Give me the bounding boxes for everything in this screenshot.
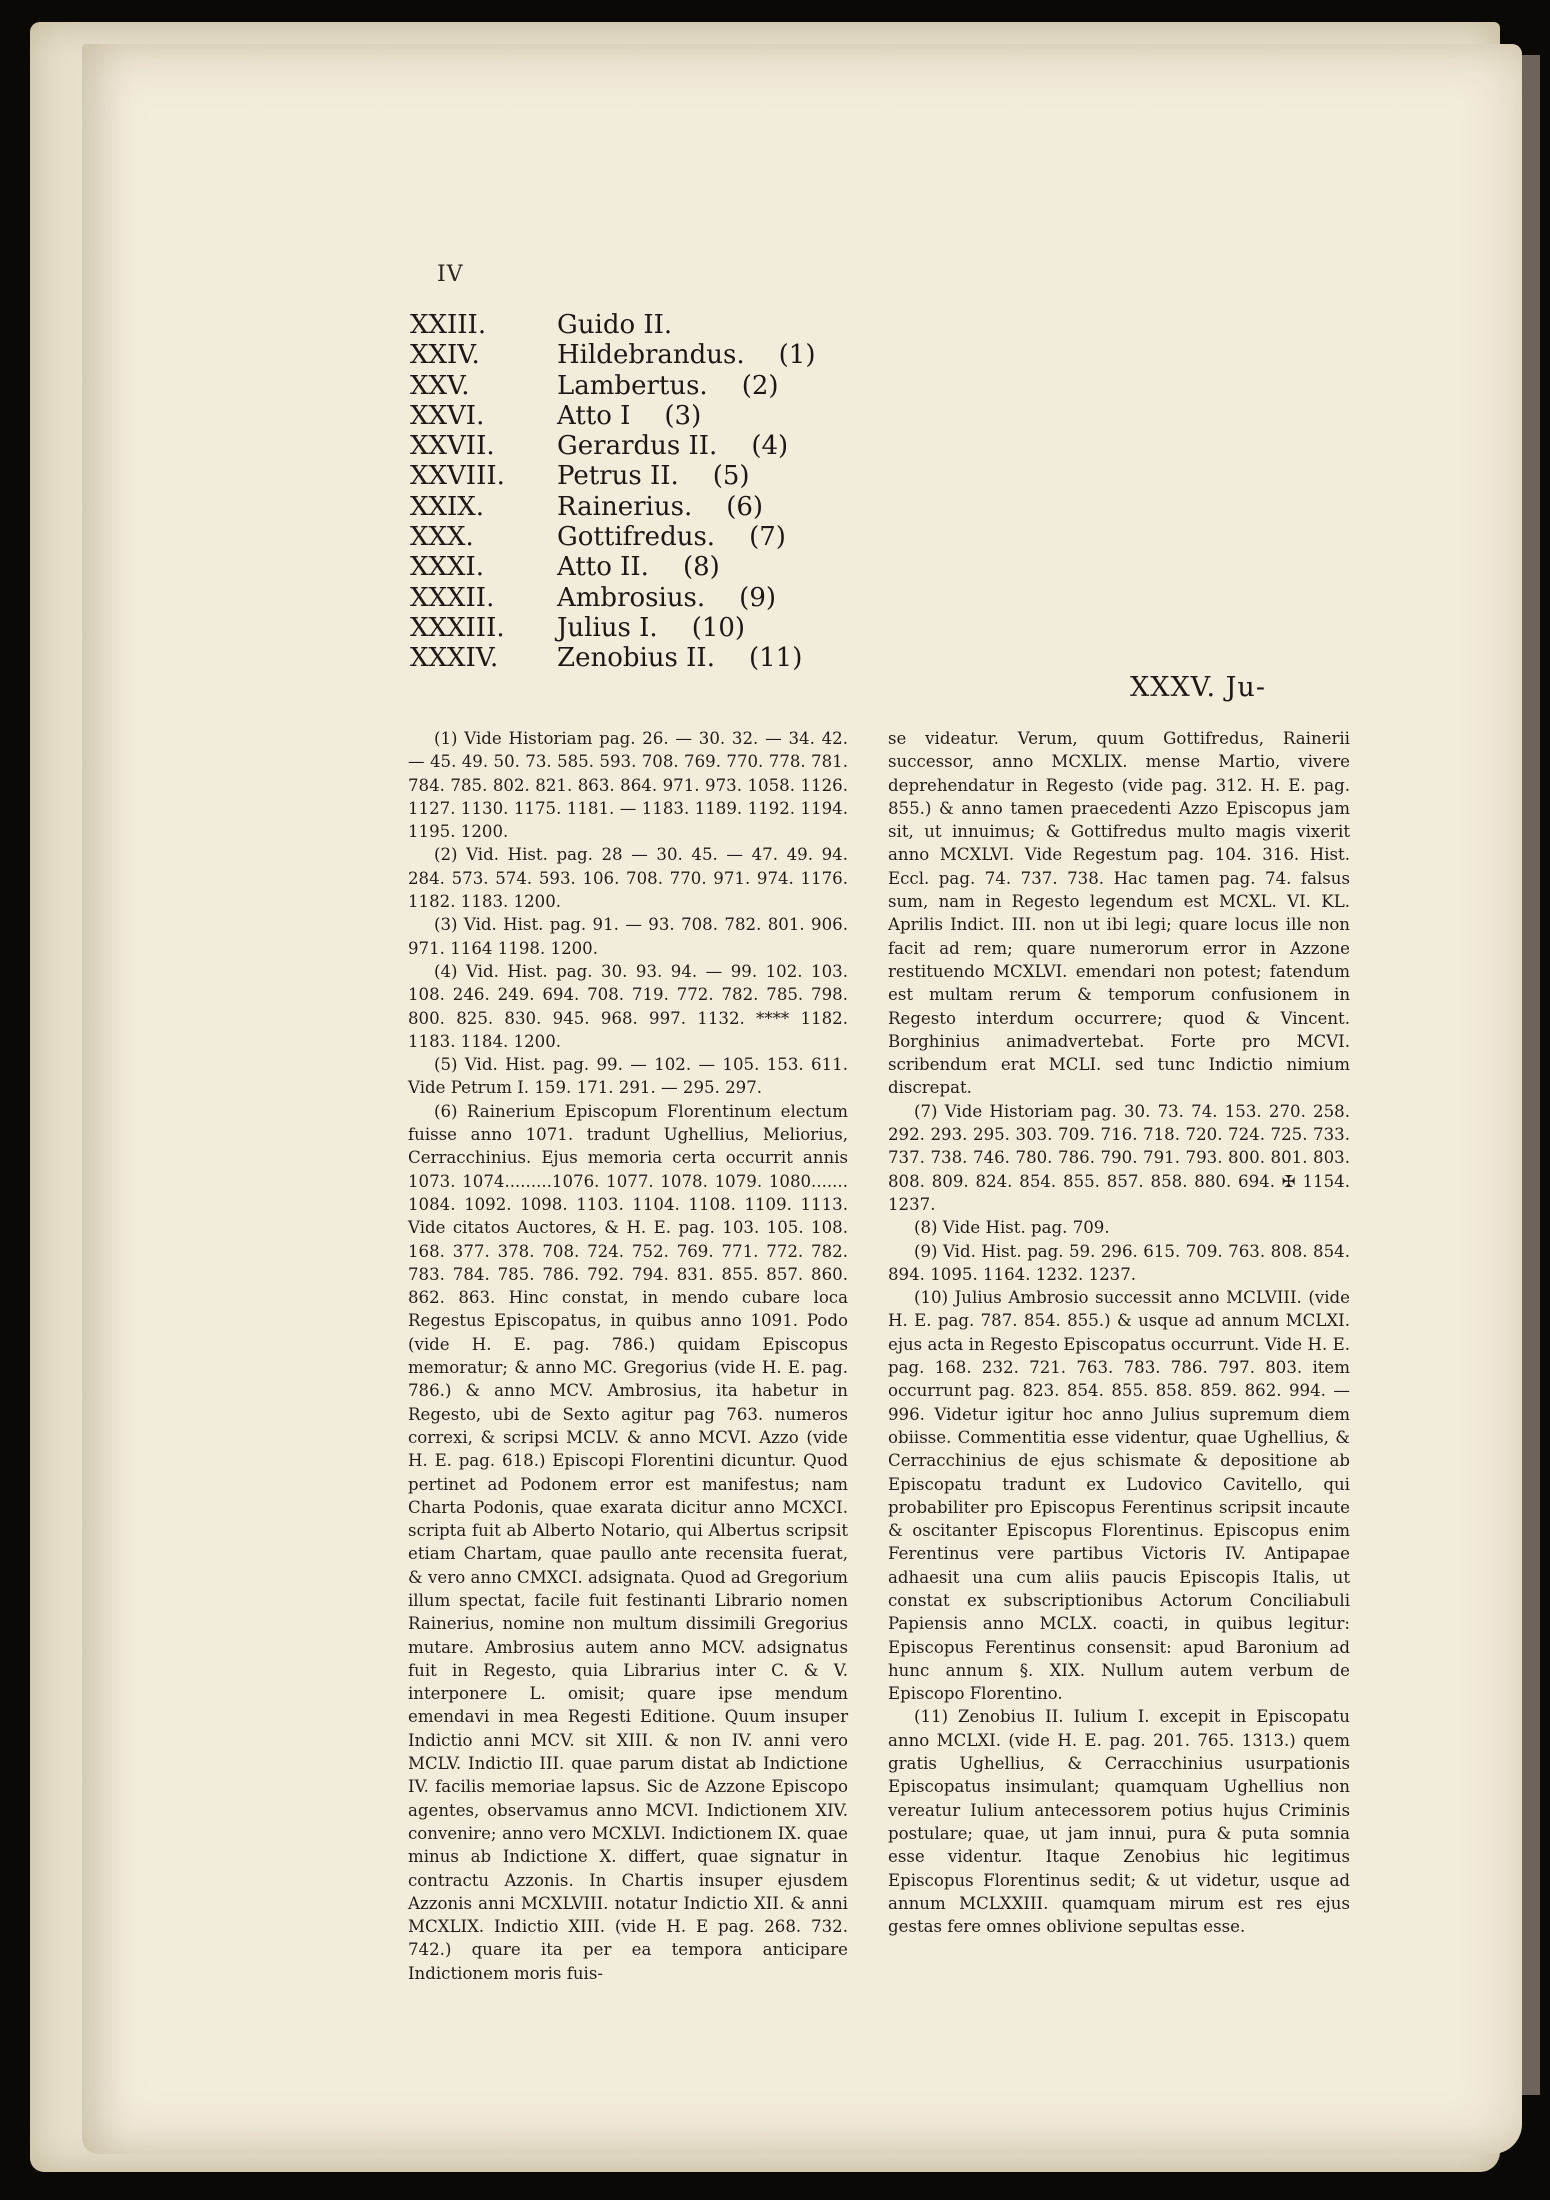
bishop-name: Guido II. (557, 310, 673, 340)
page-number: IV (437, 262, 464, 287)
bishop-name: Gerardus II. (557, 431, 718, 462)
footnote: (4) Vid. Hist. pag. 30. 93. 94. — 99. 102. 103. 108. 246. 249. 694. 708. 719. 772. 782. 785. 798. 800. 825. 830. 945. 968. 997. 1132. **** 1182. 1183. 1184. 1200. (408, 961, 848, 1051)
footnote: (11) Zenobius II. Iulium I. excepit in Episcopatu anno MCLXI. (vide H. E. pag. 201. 765. 1313.) quem gratis Ughellius, & Cerracchinius usurpationis Episcopatus insimulant; quamquam Ughellius non vereatur Iulium antecessorem potius hujus Criminis postulare; quae, ut jam innui, pura & puta somnia esse videntur. Itaque Zenobius hic legitimus Episcopus Florentinus sedit; & ut videtur, usque ad annum MCLXXIII. quamquam mirum est res ejus gestas fere omnes oblivione sepultas esse. (888, 1707, 1350, 1937)
bishop-name: Petrus II. (557, 461, 679, 492)
list-item (410, 643, 930, 673)
footnote-ref: (8) (682, 552, 720, 583)
footnote: (6) Rainerium Episcopum Florentinum electum fuisse anno 1071. tradunt Ughellius, Meliorius, Cerracchinius. Ejus memoria certa occurrit annis 1073. 1074.........1076. 1077. 1078. 1079. 1080....... 1084. 1092. 1098. 1103. 1104. 1108. 1109. 1113. Vide citatos Auctores, & H. E. pag. 103. 105. 108. 168. 377. 378. 708. 724. 752. 769. 771. 772. 782. 783. 784. 785. 786. 792. 794. 831. 855. 857. 860. 862. 863. Hinc constat, in mendo cubare loca Regestus Episcopatus, in quibus anno 1091. Podo (vide H. E. pag. 786.) quidam Episcopus memoratur; & anno MC. Gregorius (vide H. E. pag. 786.) & anno MCV. Ambrosius, ita habetur in Regesto, ubi de Sexto agitur pag 763. numeros correxi, & scripsi MCLV. & anno MCVI. Azzo (vide H. E. pag. 618.) Episcopi Florentini dicuntur. Quod pertinet ad Podonem error est manifestus; nam Charta Podonis, quae exarata dicitur anno MCXCI. scripta fuit ab Alberto Notario, qui Albertus scripsit etiam Chartam, quae paullo ante recensita fuerat, & vero anno CMXCI. adsignata. Quod ad Gregorium illum spectat, facile fuit festinanti Librario nomen Rainerius, nomine non multum dissimili Gregorius mutare. Ambrosius autem anno MCV. adsignatus fuit in Regesto, quia Librarius inter C. & V. interponere L. omisit; quare ipse mendum emendavi in mea Regesti Editione. Quum insuper Indictio anni MCV. sit XIII. & non IV. anni vero MCLV. Indictio III. quae parum distat ab Indictione IV. facilis memoriae lapsus. Sic de Azzone Episcopo agentes, observamus anno MCVI. Indictionem XIV. convenire; anno vero MCXLVI. Indictionem IX. quae minus ab Indictione X. differt, quae signatur in contractu Azzonis. In Chartis insuper ejusdem Azzonis anni MCXLVIII. notatur Indictio XII. & anni MCXLIX. Indictio XIII. (vide H. E pag. 268. 732. 742.) quare ita per ea tempora anticipare Indictionem moris fuis- (408, 1101, 848, 1983)
footnote: (2) Vid. Hist. pag. 28 — 30. 45. — 47. 49. 94. 284. 573. 574. 593. 106. 708. 770. 971. 974. 1176. 1182. 1183. 1200. (408, 845, 848, 912)
bishop-ordinal: XXVIII. (410, 461, 505, 492)
footnote-ref: (9) (739, 582, 777, 613)
bishop-ordinal: XXX. (410, 522, 474, 553)
footnote: (5) Vid. Hist. pag. 99. — 102. — 105. 153. 611. Vide Petrum I. 159. 171. 291. — 295. 297. (408, 1055, 848, 1098)
list-item (410, 613, 930, 643)
catchword: XXXV. Ju- (1130, 672, 1266, 703)
footnote-ref: (1) (778, 340, 816, 371)
bishop-name: Ambrosius. (557, 582, 706, 613)
bishop-name: Hildebrandus. (557, 340, 745, 371)
list-item (410, 431, 930, 461)
footnotes-right-column (888, 727, 1350, 1938)
footnote-ref: (10) (691, 612, 746, 643)
footnote-continuation: se videatur. Verum, quum Gottifredus, Rainerii successor, anno MCXLIX. mense Martio, vivere deprehendatur in Regesto (vide pag. 312. H. E. pag. 855.) & anno tamen praecedenti Azzo Episcopus jam sit, ut innuimus; & Gottifredus multo magis vixerit anno MCXLVI. Vide Regestum pag. 104. 316. Hist. Eccl. pag. 74. 737. 738. Hac tamen pag. 74. falsus sum, nam in Regesto legendum est MCXL. VI. KL. Aprilis Indict. III. non ut ibi legi; quare locus ille non facit ad rem; quare numerorum error in Azzone restituendo MCXLVI. emendari non potest; fatendum est multam rerum & temporum confusionem in Regesto interdum occurrere; quod & Vincent. Borghinius animadvertebat. Forte pro MCVI. scribendum erat MCLI. sed tunc Indictio nimium discrepat. (888, 729, 1350, 1098)
bishop-name: Julius I. (557, 612, 658, 643)
bishop-ordinal: XXVII. (410, 431, 495, 462)
list-item (410, 371, 930, 401)
footnote: (9) Vid. Hist. pag. 59. 296. 615. 709. 763. 808. 854. 894. 1095. 1164. 1232. 1237. (888, 1241, 1350, 1284)
footnote-ref: (7) (749, 522, 786, 553)
footnote: (1) Vide Historiam pag. 26. — 30. 32. — 34. 42. — 45. 49. 50. 73. 585. 593. 708. 769. 770. 778. 781. 784. 785. 802. 821. 863. 864. 971. 973. 1058. 1126. 1127. 1130. 1175. 1181. — 1183. 1189. 1192. 1194. 1195. 1200. (408, 729, 848, 842)
footnotes-left-column (408, 727, 848, 1985)
list-item (410, 492, 930, 522)
list-item (410, 522, 930, 552)
bishop-name: Atto II. (557, 552, 649, 583)
bishop-ordinal: XXIII. (410, 310, 487, 340)
footnote: (10) Julius Ambrosio successit anno MCLVIII. (vide H. E. pag. 787. 854. 855.) & usque ad annum MCLXI. ejus acta in Regesto Episcopatus occurrunt. Vide H. E. pag. 168. 232. 721. 763. 783. 786. 797. 803. item occurrunt pag. 823. 854. 855. 858. 859. 862. 994. — 996. Videtur igitur hoc anno Julius supremum diem obiisse. Commentitia esse videntur, quae Ughellius, & Cerracchinius de ejus schismate & depositione ab Episcopatu tradunt ex Ludovico Cavitello, qui probabiliter pro Episcopus Ferentinus scripsit incaute & oscitanter Episcopus Florentinus. Episcopus enim Ferentinus vere partibus Victoris IV. Antipapae adhaesit una cum aliis paucis Episcopis Italis, ut constat ex subscriptionibus Actorum Conciliabuli Papiensis anno MCLX. coacti, in quibus legitur: Episcopus Ferentinus consensit: apud Baronium ad hunc annum §. XIX. Nullum autem verbum de Episcopo Florentino. (888, 1288, 1350, 1704)
footnote-ref: (6) (726, 491, 764, 522)
bishop-ordinal: XXXIII. (410, 612, 505, 643)
list-item (410, 583, 930, 613)
bishop-ordinal: XXXII. (410, 582, 495, 613)
footnote: (3) Vid. Hist. pag. 91. — 93. 708. 782. 801. 906. 971. 1164 1198. 1200. (408, 915, 848, 958)
bishop-name: Zenobius II. (557, 643, 715, 674)
footnote: (7) Vide Historiam pag. 30. 73. 74. 153. 270. 258. 292. 293. 295. 303. 709. 716. 718. 720. 724. 725. 733. 737. 738. 746. 780. 786. 790. 791. 793. 800. 801. 803. 808. 809. 824. 854. 855. 857. 858. 880. 694. ✠ 1154. 1237. (888, 1101, 1350, 1214)
footnote-ref: (3) (664, 400, 702, 431)
bishop-ordinal: XXVI. (410, 400, 485, 431)
list-item (410, 310, 930, 340)
footnote: (8) Vide Hist. pag. 709. (914, 1218, 1110, 1238)
bishop-name: Gottifredus. (557, 522, 716, 553)
footnote-ref: (5) (712, 461, 750, 492)
bishop-ordinal: XXIX. (410, 491, 485, 522)
footnote-ref: (2) (741, 370, 779, 401)
list-item (410, 552, 930, 582)
bishop-name: Atto I (557, 400, 631, 431)
bishop-ordinal: XXIV. (410, 340, 480, 371)
list-item (410, 461, 930, 491)
bishop-name: Lambertus. (557, 370, 708, 401)
footnote-ref: (11) (748, 643, 803, 674)
bishop-ordinal: XXXIV. (410, 643, 499, 674)
list-item (410, 401, 930, 431)
bishop-ordinal: XXXI. (410, 552, 485, 583)
bishop-list (410, 310, 930, 674)
bishop-name: Rainerius. (557, 491, 693, 522)
footnote-ref: (4) (751, 431, 789, 462)
bishop-ordinal: XXV. (410, 370, 470, 401)
list-item (410, 340, 930, 370)
